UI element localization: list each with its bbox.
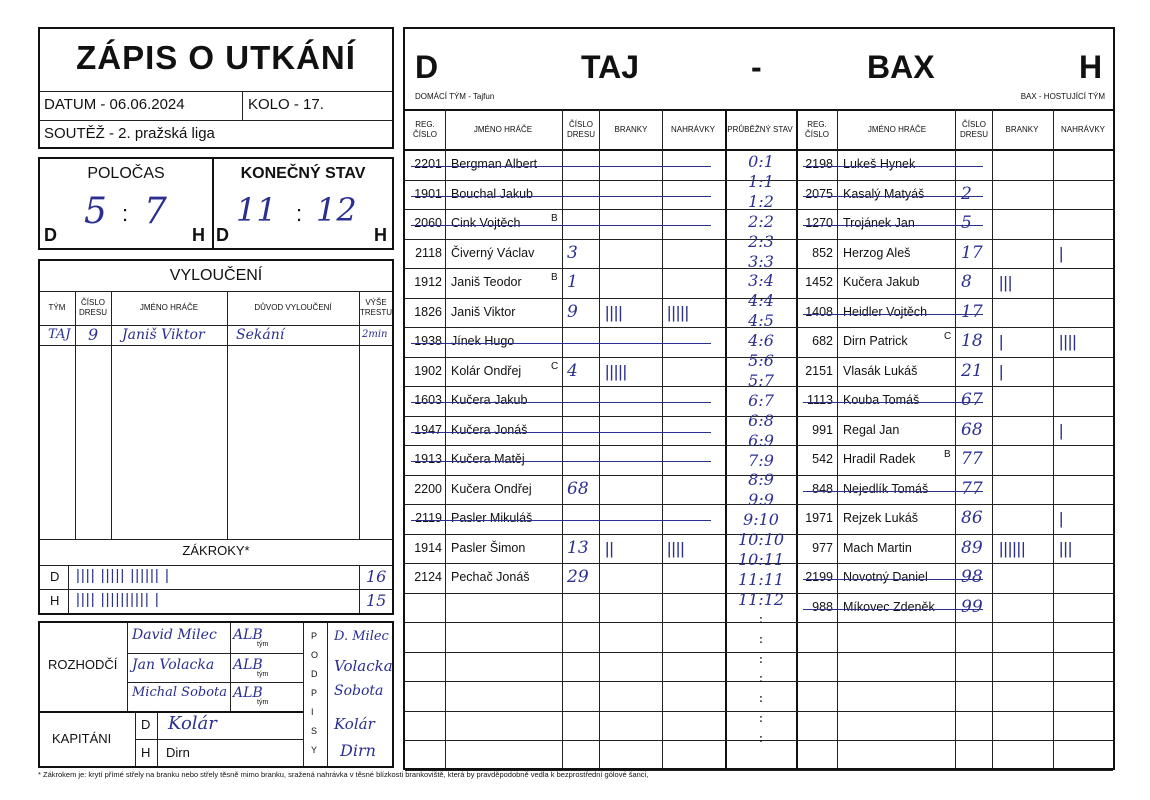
signature-4: Kolár [334,715,375,733]
home-player-goals: || [605,538,614,558]
excl-header-team: TÝM [48,303,66,312]
home-player-strike [411,166,711,167]
home-player-number: 1 [567,272,578,292]
home-player-mark: B [551,272,558,283]
away-player-number: 77 [961,449,983,469]
away-player-reg: 542 [812,452,833,466]
away-player-reg: 2198 [805,157,833,171]
excl-team: TAJ [48,327,71,342]
home-player-number: 3 [567,242,578,263]
running-score-entry: 11:11 [737,569,785,589]
away-player-reg: 2151 [805,363,833,378]
excl-penalty: 2min [362,329,388,340]
running-score-entry: 3:4 [748,271,774,291]
home-player-mark: C [551,360,559,372]
officials-box [38,621,394,768]
final-label: KONEČNÝ STAV [240,165,366,182]
exclusions-box [38,259,394,615]
home-header-goals: BRANKY [614,125,648,134]
home-player-number: 29 [567,567,589,587]
home-player-strike [411,520,711,521]
final-sep: : [296,201,303,226]
referee-1: David Milec [132,627,217,643]
away-player-number: 98 [961,567,983,587]
away-player-goals: |||||| [999,538,1026,558]
captains-label: KAPITÁNI [52,731,112,746]
away-player-number: 99 [961,596,983,617]
running-score-entry: : [758,631,764,647]
running-score-entry: 6:8 [748,410,774,430]
away-player-name: Herzog Aleš [843,245,911,260]
saves-away-label: H [50,593,60,608]
away-player-number: 89 [961,537,983,558]
running-score-entry: 2:3 [748,231,774,251]
home-player-reg: 2124 [414,570,442,584]
referee-3-team-suffix: tým [257,699,269,706]
away-player-strike [803,314,983,315]
away-player-reg: 852 [812,245,833,260]
home-player-reg: 2200 [414,481,442,496]
running-score-entry: 1:2 [748,191,774,211]
away-player-number: 17 [961,301,983,322]
away-header-assists: NAHRÁVKY [1060,125,1105,134]
excl-header-name: JMÉNO HRÁČE [139,303,199,312]
away-player-name: Míkovec Zdeněk [843,599,935,614]
away-player-reg: 977 [812,540,833,555]
signature-1: D. Milec [334,629,389,644]
away-player-number: 86 [961,508,983,528]
final-away: 12 [316,191,357,229]
home-player-reg: 2118 [415,245,442,260]
away-player-strike [803,225,983,226]
final-home: 11 [236,191,277,229]
away-player-strike [803,402,983,403]
halftime-sep: : [122,201,129,226]
away-player-number: 21 [961,360,983,381]
away-player-name: Kasalý Matyáš [843,186,925,201]
halftime-label: POLOČAS [87,165,165,182]
halftime-side-h: H [192,225,205,245]
home-player-number: 68 [567,478,589,499]
home-player-name: Kolár Ondřej [451,363,522,378]
away-player-reg: 991 [812,422,833,437]
home-header-assists: NAHRÁVKY [670,125,715,134]
signature-label-letter: P [311,688,318,698]
home-player-name: Kučera Matěj [451,452,525,466]
away-player-assists: | [1059,509,1064,528]
match-sheet [403,27,1115,770]
away-player-goals: ||| [999,273,1013,292]
running-score-entry: 5:6 [748,351,774,370]
running-score-entry: 6:7 [748,390,774,410]
home-player-name: Bergman Albert [451,157,538,171]
home-player-assists: ||||| [667,302,690,322]
signature-label-letter: S [311,726,318,736]
away-player-assists: | [1059,420,1064,440]
signature-3: Sobota [334,683,384,699]
referee-2-team: ALB [233,657,263,673]
running-score-entry: : [758,711,764,727]
away-player-name: Nejedlík Tomáš [843,481,929,496]
captain-home: Kolár [168,713,217,734]
away-player-mark: B [944,449,951,460]
running-score-entry: 8:9 [748,470,774,490]
home-player-reg: 1947 [414,422,442,437]
running-score-entry: 0:1 [748,152,774,171]
excl-reason: Sekání [236,327,285,343]
running-score-entry: : [758,611,764,627]
away-header-reg: REG. ČÍSLO [804,120,829,139]
header-box [38,27,394,149]
home-player-name: Jínek Hugo [451,334,515,348]
saves-title: ZÁKROKY* [182,543,250,558]
away-player-strike [803,166,983,167]
away-player-reg: 1452 [805,275,833,289]
home-player-mark: B [551,213,558,224]
away-player-assists: ||| [1059,538,1073,558]
excl-header-number: ČÍSLO DRESU [78,298,107,317]
referees-label: ROZHODČÍ [48,657,118,672]
score-header: PRŮBĚŽNÝ STAV [727,125,793,134]
footnote: * Zákrokem je: krytí přímé střely na branku nebo střely těsně mimo branku, sražená nahrávka v těsné blízkosti brankoviště, která by pravděpodobně vedla k bezprostřední gólové šanci, [38,770,649,779]
home-player-name: Janiš Teodor [451,275,522,289]
home-player-reg: 1902 [414,363,442,378]
running-score-entry: 4:4 [748,291,774,311]
excl-header-penalty: VÝŠE TRESTU [360,298,392,317]
away-player-reg: 2075 [805,186,833,201]
away-player-number: 67 [961,390,983,410]
away-player-name: Lukeš Hynek [843,157,916,171]
home-player-strike [411,225,711,226]
home-player-reg: 2119 [415,511,442,525]
saves-home-tally: |||| ||||| |||||| | [76,567,170,584]
running-score-entry: 4:6 [748,331,774,351]
away-player-number: 8 [961,272,972,292]
running-score-entry: 4:5 [748,311,774,331]
home-caption: DOMÁCÍ TÝM - Tajfun [415,92,495,101]
final-side-d: D [216,225,229,245]
away-player-number: 2 [961,183,972,204]
home-player-reg: 1914 [414,540,442,555]
home-letter: D [415,49,439,85]
halftime-home: 5 [84,191,107,232]
running-score-entry: 9:9 [748,490,774,510]
home-player-number: 13 [567,537,589,558]
home-player-reg: 1913 [414,452,442,466]
home-player-number: 4 [567,360,578,381]
away-player-name: Mach Martin [843,540,912,555]
home-player-name: Kučera Jonáš [451,422,528,437]
exclusions-title: VYLOUČENÍ [169,267,263,284]
away-player-reg: 1113 [807,393,833,407]
away-player-reg: 2199 [805,570,833,584]
away-player-name: Heidler Vojtěch [843,304,928,319]
away-letter: H [1079,49,1103,85]
running-score-entry: : [758,671,764,687]
home-player-name: Pasler Šimon [451,540,526,555]
referee-1-team: ALB [233,627,263,643]
away-code: BAX [867,49,935,85]
home-player-name: Kučera Jakub [451,393,528,407]
signature-label-letter: D [311,669,318,679]
away-header-number: ČÍSLO DRESU [959,120,988,139]
away-player-name: Kučera Jakub [843,275,920,289]
round-label: KOLO - 17. [248,96,324,113]
away-player-strike [803,579,983,580]
running-score-entry: 9:10 [743,510,779,530]
away-player-reg: 1971 [805,511,833,525]
away-player-number: 77 [961,478,983,499]
home-player-assists: |||| [667,538,685,558]
home-player-name: Bouchal Jakub [451,186,534,201]
date-label: DATUM - 06.06.2024 [44,96,185,113]
home-player-name: Cink Vojtěch [451,216,521,230]
home-code: TAJ [581,49,640,85]
page-title: ZÁPIS O UTKÁNÍ [76,39,356,76]
home-player-goals: ||||| [605,361,628,381]
away-player-goals: | [999,332,1004,351]
signature-2: Volacka [334,657,393,675]
captain-away: Dirn [166,745,190,760]
running-score-entry: 5:7 [748,370,774,390]
away-player-assists: |||| [1059,332,1077,351]
saves-home-label: D [50,569,60,584]
score-box [38,157,394,250]
referee-2-team-suffix: tým [257,671,269,678]
signature-label-letter: Y [311,745,318,755]
home-player-number: 9 [567,301,578,322]
signature-label-letter: P [311,631,318,641]
saves-home-total: 16 [366,567,387,586]
running-score-entry: : [758,651,764,667]
away-player-number: 5 [961,213,972,233]
home-player-name: Kučera Ondřej [451,481,532,496]
league-label: SOUTĚŽ - 2. pražská liga [44,125,215,142]
away-player-reg: 1270 [805,216,833,230]
home-player-reg: 1603 [414,393,442,407]
saves-away-tally: |||| |||||||||| | [76,591,160,608]
excl-name: Janiš Viktor [122,327,205,343]
home-header-reg: REG. ČÍSLO [412,120,437,139]
away-player-number: 17 [961,242,983,263]
home-player-strike [411,196,711,197]
away-player-reg: 848 [812,481,833,496]
away-player-goals: | [999,361,1004,381]
away-player-reg: 988 [812,599,833,614]
home-header-name: JMÉNO HRÁČE [473,125,533,134]
home-player-name: Janiš Viktor [451,304,516,319]
away-player-name: Trojánek Jan [843,216,915,230]
home-player-reg: 1901 [414,186,442,201]
final-side-h: H [374,225,387,245]
halftime-away: 7 [144,191,167,232]
running-score-entry: : [758,691,764,707]
running-score-entry: : [758,731,764,747]
away-player-strike [803,491,983,492]
away-player-name: Kouba Tomáš [843,393,920,407]
running-score-entry: 10:10 [737,530,785,550]
home-player-strike [411,343,711,344]
away-player-reg: 1408 [805,304,833,319]
running-score-entry: 11:12 [737,589,785,609]
home-player-name: Pasler Mikuláš [451,511,533,525]
running-score-entry: 3:3 [748,251,774,271]
referee-3: Michal Sobota [132,685,228,700]
referee-1-team-suffix: tým [257,641,269,648]
running-score-entry: 1:1 [748,171,774,191]
captain-away-label: H [141,745,151,760]
home-player-name: Čiverný Václav [451,245,535,260]
home-player-reg: 2201 [414,157,442,171]
away-player-name: Vlasák Lukáš [843,363,918,378]
running-score-entry: 6:9 [748,430,774,450]
away-player-name: Regal Jan [843,422,900,437]
away-player-name: Dirn Patrick [843,334,908,348]
away-player-reg: 682 [812,334,833,348]
home-player-reg: 2060 [414,216,442,230]
running-score-entry: 7:9 [748,450,774,470]
home-player-strike [411,402,711,403]
home-player-goals: |||| [605,302,623,322]
away-player-name: Rejzek Lukáš [843,511,919,525]
referee-2: Jan Volacka [132,657,215,673]
home-player-reg: 1912 [414,275,442,289]
away-header-name: JMÉNO HRÁČE [867,125,927,134]
home-player-reg: 1826 [414,304,442,319]
captain-home-label: D [141,717,151,732]
signature-label-letter: O [311,650,319,660]
away-player-number: 18 [961,331,983,351]
away-player-mark: C [944,331,952,342]
home-player-strike [411,432,711,433]
home-player-reg: 1938 [414,334,442,348]
excl-number: 9 [88,325,99,344]
signature-label-letter: I [311,707,314,717]
away-header-goals: BRANKY [1005,125,1039,134]
saves-away-total: 15 [366,591,387,610]
away-player-strike [803,196,983,197]
running-score-entry: 2:2 [748,211,774,231]
running-score-entry: 10:11 [737,550,785,569]
away-player-name: Novotný Daniel [843,570,928,584]
away-player-strike [803,609,983,610]
away-player-number: 68 [961,419,983,440]
match-dash: - [751,49,762,85]
referee-3-team: ALB [233,685,263,701]
away-player-assists: | [1059,243,1064,263]
excl-header-reason: DŮVOD VYLOUČENÍ [254,303,332,312]
home-player-name: Pechač Jonáš [451,570,530,584]
away-caption: BAX - HOSTUJÍCÍ TÝM [1020,92,1105,101]
away-player-name: Hradil Radek [843,452,916,466]
home-player-strike [411,461,711,462]
signature-5: Dirn [340,741,376,760]
home-header-number: ČÍSLO DRESU [566,120,595,139]
halftime-side-d: D [44,225,57,245]
